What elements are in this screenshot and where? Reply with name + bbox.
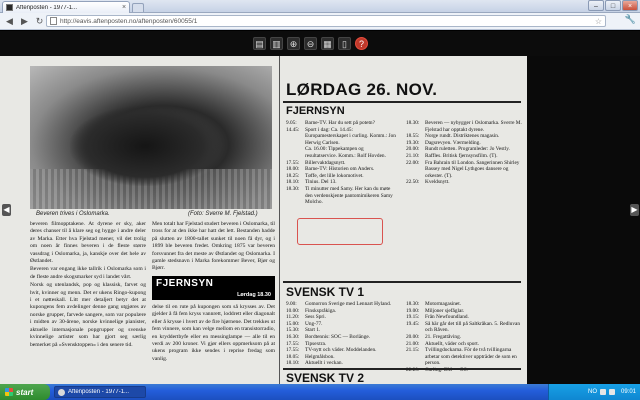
program-description: Start 1. [305,327,321,334]
document-viewer[interactable] [0,56,640,384]
address-bar[interactable] [46,15,606,27]
program-description: Från Newfoundland. [425,314,469,321]
program-time: 15.30: [286,327,300,334]
rule-line [283,368,521,370]
program-time: 18.30: [406,120,420,126]
program-description: Helgmålsbon. [305,353,335,360]
program-description: Gomorron Sverige med Lennart Hyland. [305,301,392,307]
program-entry [406,153,522,160]
program-entry [286,186,396,206]
program-time: 14.45: [286,126,300,133]
photo-caption: Beveren trives i Oslomarka. [36,211,110,217]
newspaper-page [0,56,527,384]
program-entry [286,127,396,147]
program-entry [406,301,522,308]
program-description: Billervaktdagsnytt. [305,159,346,166]
program-time: 18.10: [286,360,300,367]
article-paragraph: Norsk og utenlandsk, pop og klassisk, farvet og hvit, kvinner og menn. Det er ukens Ringo-kupong i et nøtteskall. Litt mer detaljert betyr det at kupongens fem avdelinger denne gang utgjøres av norske grupper, farvede sangere, som var populære i midten av 30-årene, norske kvinnelige pianister, aktuelle internasjonale popgrupper og svenske kvinnelige artister som har gjort seg særlig bemerket på «Svensktoppen» i den senere tid. [30,282,146,348]
program-entry [286,146,396,159]
maximize-button[interactable]: □ [605,0,621,11]
program-entry [286,308,396,315]
language-indicator[interactable]: NO [587,389,597,395]
program-time: 19.00: [406,307,420,314]
program-entry [406,160,522,180]
program-description: Sess Spri. [305,314,326,321]
fjernsyn-schedule-right [406,120,522,186]
back-button[interactable]: ◀ [6,15,13,26]
fjernsyn-logo-subtitle: Lørdag 18.30 [237,292,271,298]
tab-title: Aftenposten - 1977-1... [16,4,78,11]
reload-button[interactable]: ↻ [35,15,44,26]
article-paragraph: Men totalt har Fjelstad studert beveren i Oslomarka, til tross for at den ikke har hatt det lett. Bestanden hadde på slutten av 1800-tallet sunket til noen få dyr, og i 1899 ble beveren fredet. Omkring 1875 var beveren forsvunnet fra det meste av Østlandet og Oslomarka. I gamle stedsnavn i Marka forekommer Bever, Bjør og Bjørr. [152,221,275,272]
fjernsyn-logo [152,276,275,300]
program-description: Ung-77. [305,320,323,327]
program-time: 18.00: [286,166,300,173]
program-description: Ca. 16.00: Tippekampen og resultatservice. Komm.: Rolf Hovden. [305,146,386,159]
program-entry [406,321,522,334]
program-time: 9.05: [286,120,297,126]
column-divider [279,56,280,384]
program-description: Aktuellt, väder och sport. [425,340,479,347]
taskbar-browser-button[interactable] [54,386,146,398]
article-paragraph: beveren filmopptakene. At dyrene er sky, aker deres chanser til å klare seg og hygge i andre deler av Marka. Etter hva Fjelstad mener, vil det trolig om noen år finnes beveren i de fleste større vassdrag i Oslomarka, ja, kanskje over det hele av Østlandet. [30,221,146,265]
wrench-icon[interactable]: 🔧 [624,14,636,24]
program-entry [286,314,396,321]
page-icon[interactable]: ▯ [338,37,351,50]
program-entry [286,354,396,361]
program-entry [286,360,396,367]
program-entry [286,341,396,348]
browser-icon [58,389,65,396]
article-column-middle-2 [152,304,275,382]
program-description: Tinius. Del 13. [305,179,337,186]
program-description: Tvillingdockarna. För de två tvillingarna arbetar som detektiver uppträder de som en person. [425,347,517,367]
program-description: Raffles. Britisk fjernsynsfilm. (T). [425,152,498,159]
program-entry [406,140,522,147]
program-entry [406,334,522,341]
help-icon[interactable]: ? [355,37,368,50]
program-entry [286,166,396,173]
program-description: Kveldsnytt. [425,179,450,186]
favicon-icon [6,4,13,11]
article-column-left [30,221,146,350]
program-description: Tøffe, det lille lokomotivet. [305,172,364,179]
clock: 09:01 [620,389,636,395]
photo-beaver [70,106,220,186]
program-entry [406,146,522,153]
program-time: 21.10: [406,152,420,159]
program-entry [286,173,396,180]
program-description: Så här går det till på Saltkråkan. 5. Redluvan och Råven. [425,320,521,334]
taskbar [0,384,640,400]
program-description: Miljoner sjefåglar. [425,307,465,314]
photo-credit: (Foto: Sverre M. Fjelstad.) [188,211,258,217]
program-time: 22.00: [406,159,420,166]
program-entry [286,301,396,308]
volume-icon[interactable] [609,389,615,395]
program-description: Dagsrevyen. Værmelding. [425,139,481,146]
program-description: Barne-TV. Har du sett på potetn? [305,120,375,126]
rule-line [283,101,521,103]
tab-close-icon[interactable]: × [121,4,127,11]
highlight-box [297,218,383,245]
program-time: 19.30: [406,139,420,146]
program-entry [406,314,522,321]
program-time: 15.00: [286,320,300,327]
program-entry [406,179,522,186]
rule-line [283,281,521,283]
program-time: 22.50: [406,179,420,186]
svensk-tv1-schedule-right [406,301,522,374]
url-text[interactable]: http://eavis.aftenposten.no/aftenposten/60055/1 [60,17,198,25]
next-page-arrow-icon[interactable]: ▶ [631,205,638,214]
navigation-bar [0,13,640,30]
program-entry [286,334,396,341]
program-description: Rundt ruletten. Programleder: Jo Vestly. [425,146,510,153]
article-paragraph: Beveren var engang ikke tallrik i Oslomarka som i de fleste andre skogsmarker syd i landet vårt. [30,266,146,280]
program-description: Sport i dag: Ca. 14.45: Europamesterskapet i curling. Komm.: Jon Herwig Carlsen. [305,126,396,146]
start-button[interactable] [0,384,50,400]
program-description: Bordtennis: SOC — Borlänge. [305,333,371,340]
program-entry [286,321,396,328]
program-entry [286,327,396,334]
svensk-tv2-heading: SVENSK TV 2 [286,371,365,384]
program-entry [286,160,396,167]
program-time: 21.00: [406,340,420,347]
program-time: 18.10: [286,179,300,186]
print-icon[interactable]: ▤ [253,37,266,50]
tab-bar [0,0,640,13]
fjernsyn-schedule-left [286,120,396,206]
program-time: 18.30: [406,301,420,307]
system-tray [548,384,640,400]
window-controls [588,0,638,11]
program-entry [406,120,522,133]
zoom-in-icon[interactable]: ⊕ [287,37,300,50]
program-time: 16.30: [286,333,300,340]
program-time: 20.00: [406,333,420,340]
program-description: Motormagasinet. [425,301,462,307]
program-time: 11.20: [286,314,300,321]
program-description: Norge rundt. Distriktenes magasin. [425,133,500,140]
windows-logo-icon [5,388,13,396]
program-entry [286,347,396,354]
viewer-toolbar [0,31,640,56]
program-time: 18.55: [406,133,420,140]
program-time: 20.00: [406,146,420,153]
previous-page-arrow-icon[interactable]: ◀ [3,205,10,214]
program-description: Finskspråkiga. [305,307,337,314]
beaver-photo [30,66,272,209]
program-description: Tipsextra. [305,340,327,347]
article-column-middle [152,221,275,273]
program-time: 19.15: [406,314,420,321]
new-tab-button[interactable] [132,3,144,12]
program-time: 18.25: [286,172,300,179]
program-time: 17.55: [286,159,300,166]
program-time: 17.55: [286,340,300,347]
program-time: 18.30: [286,185,300,192]
program-entry [286,120,396,127]
program-description: 21. Fregattåving. [425,333,462,340]
taskbar-item-label: Aftenposten - 1977-1... [68,389,130,395]
zoom-out-icon[interactable]: ⊖ [304,37,317,50]
svensk-tv1-schedule-left [286,301,396,367]
day-heading: LØRDAG 26. NOV. [286,80,438,99]
program-time: 17.55: [286,347,300,354]
program-time: 9.00: [286,301,297,307]
minimize-button[interactable]: – [588,0,604,11]
program-description: Beveren — nybygger i Oslomarka. Sverre M. Fjelstad har opptakt dyrene. [425,120,522,133]
program-time: 21.15: [406,347,420,354]
network-icon[interactable] [600,389,606,395]
browser-tab[interactable] [2,1,130,13]
svensk-tv1-heading: SVENSK TV 1 [286,285,365,299]
program-time: 19.45: [406,320,420,327]
program-description: Ti minutter med Samy. Her kan du møte den verdenskjente pantomimikeren Samy Molcho. [305,185,393,206]
program-entry [286,179,396,186]
fjernsyn-heading: FJERNSYN [286,105,345,117]
program-description: Aktuellt i veckan. [305,360,343,367]
article-paragraph: delse til en rute på kupongen som så krysses av. Det gjelder å få fem kryss vannrett, loddrett eller diagonalt eller å krysse i hvert av de fire hjørnene. Det trekkes ut fem vinnere, som kan velge mellom en transistorradio, en kryddertbyfe eller en messinglampe — alle til en verdi av 200 kroner. Vi gjør ellers oppmerksom på at ukens program ikke sendes i reprise fredag som vanlig. [152,304,275,362]
program-time: 10.00: [286,307,300,314]
program-description: Fra Bahrain til London. Sangerinnen Shirley Bassey med Nigel Lythgoes dansere og orkester. (T). [425,159,520,179]
program-description: Barne-TV: Historien om Anders. [305,166,375,173]
program-entry [406,133,522,140]
start-label: start [16,387,34,397]
page-view-icon[interactable]: ▦ [321,37,334,50]
viewer-toolbar-buttons [253,37,368,50]
program-time [286,146,305,159]
page-icon [50,17,57,25]
fjernsyn-logo-text: FJERNSYN [156,278,214,289]
bookmark-star-icon[interactable]: ☆ [594,17,602,26]
program-time: 18.05: [286,353,300,360]
save-icon[interactable]: ▥ [270,37,283,50]
program-entry [406,347,522,367]
program-description: TV-nytt och väder. Moddelanden. [305,347,377,354]
forward-button[interactable]: ▶ [21,15,28,26]
close-button[interactable]: × [622,0,638,11]
